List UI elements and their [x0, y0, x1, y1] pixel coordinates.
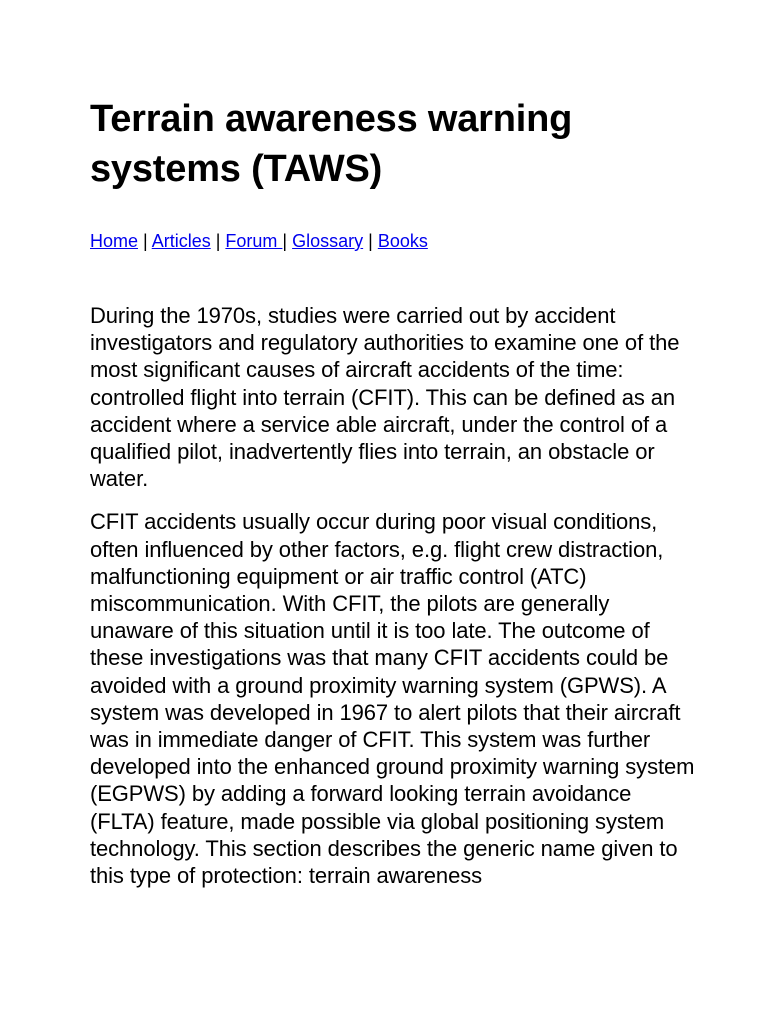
- nav-link-articles[interactable]: Articles: [151, 231, 211, 251]
- nav-separator: |: [210, 231, 226, 251]
- nav-separator: |: [138, 231, 152, 251]
- nav-link-glossary[interactable]: Glossary: [292, 231, 364, 251]
- page-title: Terrain awareness warning systems (TAWS): [90, 98, 573, 190]
- body-paragraph-cfit-intro: During the 1970s, studies were carried out by accident investigators and regulatory authorities to examine one of the most significant causes of aircraft accidents of the time: controlled flight into terrain (CFIT). This can be defined as an accident where a service able aircraft, under the control of a qualified pilot, inadvertently flies into terrain, an obstacle or water.: [90, 303, 680, 492]
- nav-link-books[interactable]: Books: [377, 231, 428, 251]
- nav-link-home[interactable]: Home: [90, 231, 139, 251]
- body-paragraph-cfit-accidents: CFIT accidents usually occur during poor visual conditions, often influenced by other factors, e.g. flight crew distraction, malfunctioning equipment or air traffic control (ATC) miscommunication. With CFIT, the pilots are generally unaware of this situation until it is too late. The outcome of these investigations was that many CFIT accidents could be avoided with a ground proximity warning system (GPWS). A system was developed in 1967 to alert pilots that their aircraft was in immediate danger of CFIT. This system was further developed into the enhanced ground proximity warning system (EGPWS) by adding a forward looking terrain avoidance (FLTA) feature, made possible via global positioning system technology. This section describes the generic name given to this type of protection: terrain awareness: [90, 509, 695, 889]
- nav-link-forum[interactable]: Forum: [225, 231, 283, 251]
- nav-separator: |: [363, 231, 378, 251]
- nav-bar: [90, 230, 698, 252]
- nav-separator: |: [282, 231, 293, 251]
